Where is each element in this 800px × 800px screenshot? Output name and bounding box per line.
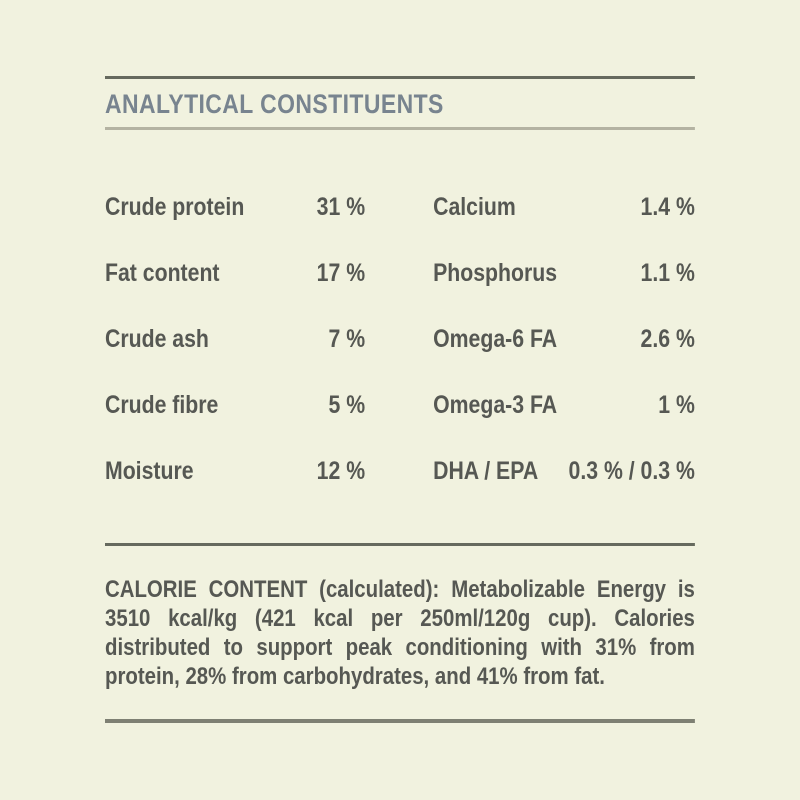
constituents-column-right xyxy=(433,174,695,504)
constituent-value: 1.1 % xyxy=(640,258,695,287)
constituent-value: 5 % xyxy=(328,390,366,419)
constituent-label: Crude ash xyxy=(105,324,209,353)
constituent-label: Crude protein xyxy=(105,192,245,221)
constituent-label: Fat content xyxy=(105,258,220,287)
calorie-text-line: distributed to support peak conditioning with 31% from xyxy=(105,634,695,661)
divider-bottom xyxy=(105,719,695,723)
constituent-value: 31 % xyxy=(316,192,366,221)
constituent-value: 17 % xyxy=(316,258,366,287)
constituent-value: 1 % xyxy=(658,390,695,419)
calorie-text-line: protein, 28% from carbohydrates, and 41% from fat. xyxy=(105,663,605,690)
table-row xyxy=(105,240,365,306)
table-row xyxy=(433,438,695,504)
table-row xyxy=(105,174,365,240)
constituent-label: Omega-6 FA xyxy=(433,324,558,353)
nutrition-label-panel xyxy=(105,0,695,723)
constituent-label: Crude fibre xyxy=(105,390,219,419)
divider-above-calorie-text xyxy=(105,543,695,546)
constituent-label: DHA / EPA xyxy=(433,456,539,485)
constituent-value: 2.6 % xyxy=(640,324,695,353)
constituent-label: Phosphorus xyxy=(433,258,558,287)
table-row xyxy=(433,372,695,438)
constituent-value: 7 % xyxy=(328,324,366,353)
table-row xyxy=(105,372,365,438)
constituents-table xyxy=(105,174,695,504)
calorie-text-line: CALORIE CONTENT (calculated): Metabolizable Energy is xyxy=(105,576,695,603)
constituent-value: 1.4 % xyxy=(640,192,695,221)
table-row xyxy=(433,240,695,306)
constituent-value: 0.3 % / 0.3 % xyxy=(568,456,695,485)
section-title: ANALYTICAL CONSTITUENTS xyxy=(105,89,444,119)
calorie-content-paragraph xyxy=(105,575,695,691)
calorie-text-line: 3510 kcal/kg (421 kcal per 250ml/120g cup). Calories xyxy=(105,605,695,632)
constituent-value: 12 % xyxy=(316,456,366,485)
constituent-label: Moisture xyxy=(105,456,194,485)
table-row xyxy=(105,306,365,372)
constituent-label: Omega-3 FA xyxy=(433,390,558,419)
constituent-label: Calcium xyxy=(433,192,516,221)
constituents-column-left xyxy=(105,174,365,504)
table-row xyxy=(105,438,365,504)
table-row xyxy=(433,306,695,372)
table-row xyxy=(433,174,695,240)
divider-top xyxy=(105,76,695,79)
divider-under-title xyxy=(105,127,695,130)
